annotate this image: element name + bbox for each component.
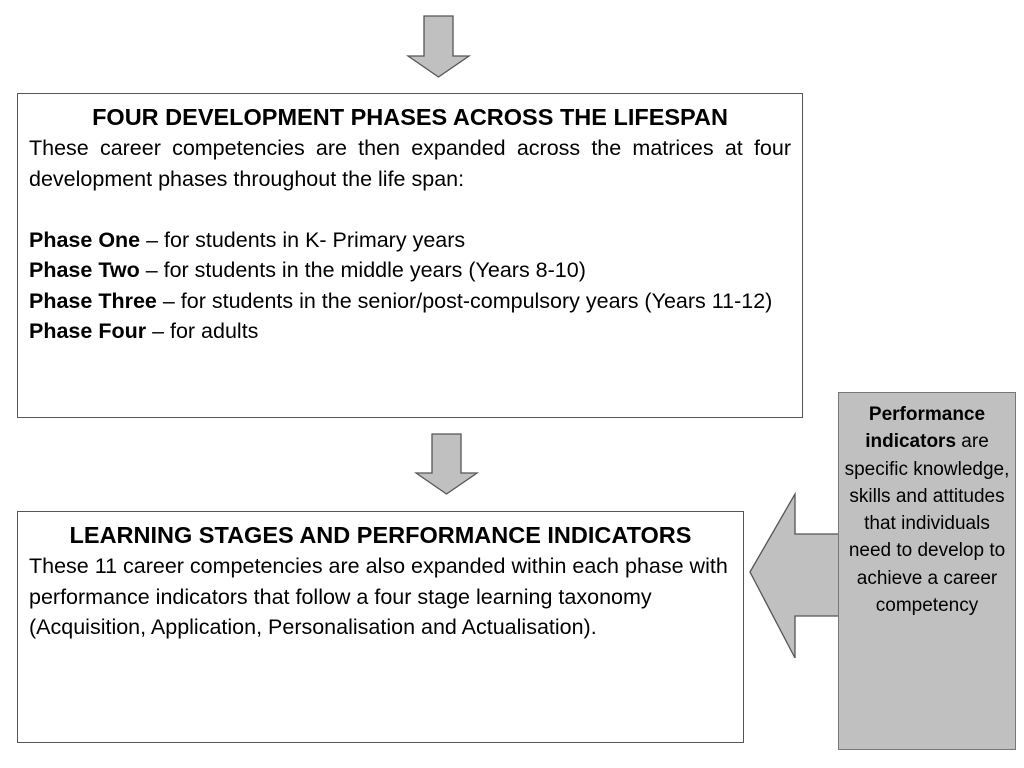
phase-name: Phase Three — [29, 288, 157, 313]
callout-term: Performance indicators — [865, 404, 986, 453]
phase-description: – for students in the senior/post-compulsory years (Years 11-12) — [156, 288, 773, 313]
phase-description: – for students in K- Primary years — [140, 227, 466, 252]
phases-title: FOUR DEVELOPMENT PHASES ACROSS THE LIFESPAN — [92, 104, 728, 130]
phase-name: Phase Four — [29, 319, 147, 343]
spacer — [29, 194, 791, 225]
left-arrow-callout — [748, 490, 842, 662]
development-phases-box — [17, 93, 803, 418]
phases-intro-text: These career competencies are then expanded across the matrices at four development phases throughout the life span: — [29, 136, 791, 191]
performance-indicators-callout — [838, 392, 1016, 750]
down-arrow-middle — [414, 433, 480, 496]
phase-name: Phase One — [29, 227, 141, 252]
phase-description: – for adults — [146, 319, 259, 343]
callout-definition: are specific knowledge, skills and attitudes that individuals need to develop to achieve a career competency — [844, 431, 1010, 617]
phase-item — [29, 255, 791, 286]
phase-name: Phase Two — [29, 258, 140, 282]
stages-text: These 11 career competencies are also expanded within each phase with performance indicators that follow a four stage learning taxonomy (Acquisition, Application, Personalisation and Actualisation). — [29, 554, 728, 639]
learning-stages-box — [17, 511, 744, 743]
phase-item — [29, 286, 791, 317]
phase-item — [29, 225, 791, 256]
phase-item — [29, 316, 791, 347]
down-arrow-top — [406, 15, 472, 79]
stages-title: LEARNING STAGES AND PERFORMANCE INDICATORS — [69, 522, 692, 548]
phase-description: – for students in the middle years (Years 8-10) — [139, 258, 586, 282]
